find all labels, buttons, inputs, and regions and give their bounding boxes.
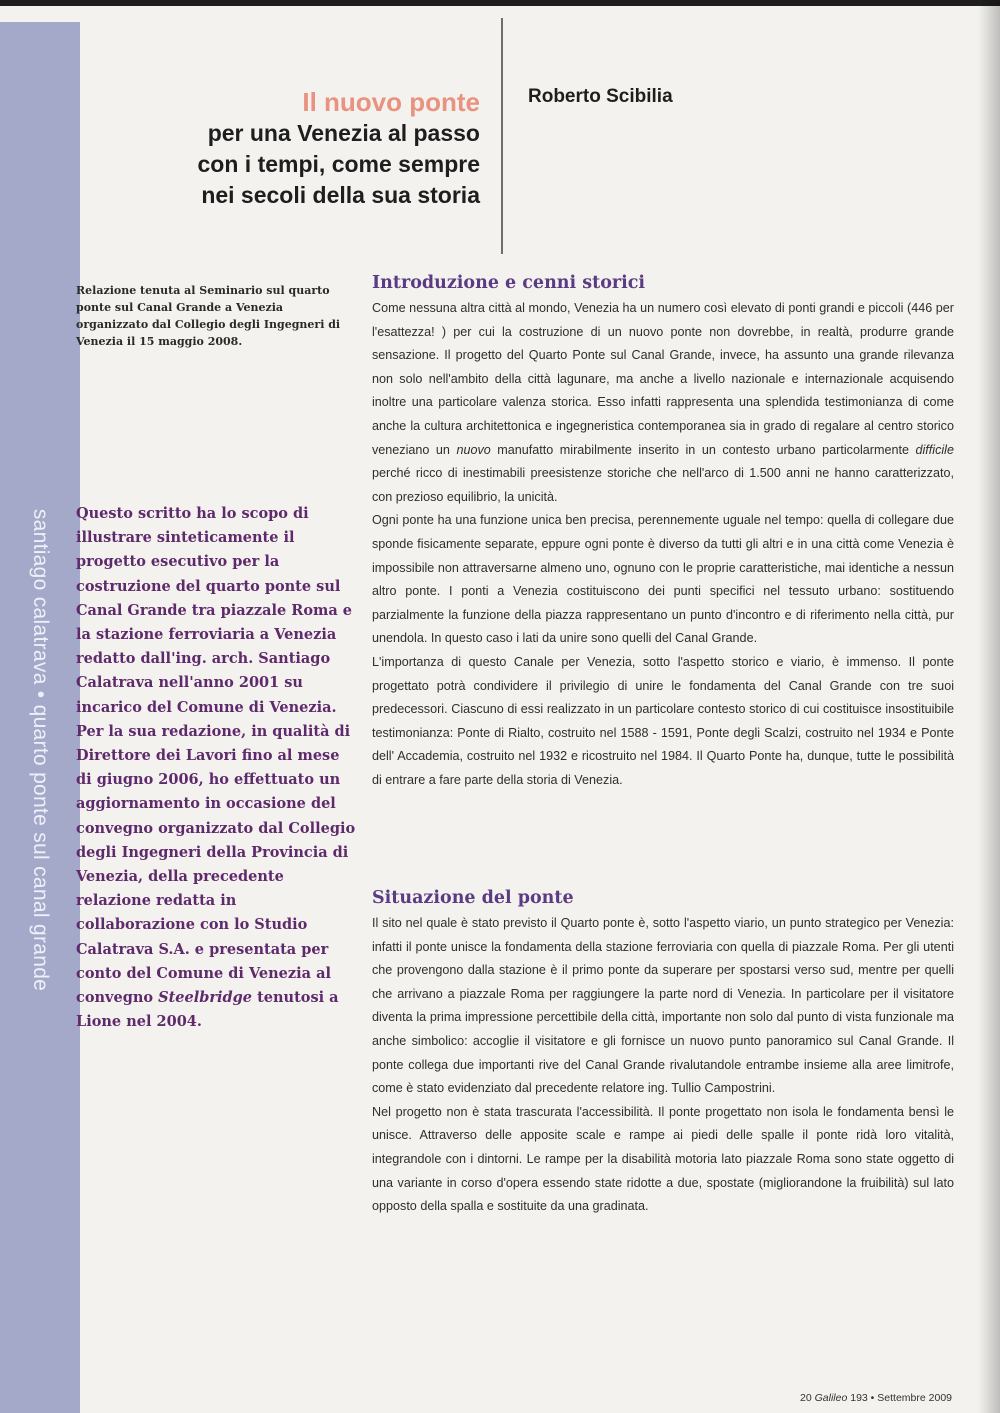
title-main: Il nuovo ponte [302, 87, 480, 117]
paragraph-text: perché ricco di inestimabili preesistenze storiche che nell'arco di 1.500 anni ne hanno caratterizzato, con prezioso equilibrio, la unicità. [372, 466, 954, 504]
page-footer: 20 Galileo 193 • Settembre 2009 [800, 1392, 952, 1404]
paragraph-text: Come nessuna altra città al mondo, Venezia ha un numero così elevato di ponti grandi e piccoli (446 per l'esattezza! ) per cui la costruzione di un nuovo ponte non dovrebbe, in realtà, produrre grande sensazione. Il progetto del Quarto Ponte sul Canal Grande, invece, ha assunto una grande rilevanza non solo nell'ambito della città lagunare, ma anche a livello nazionale e internazionale acquisendo inoltre una particolare valenza storica. Esso infatti rappresenta una splendida testimonianza di come anche la cultura architettonica e ingegneristica contemporanea sia in grado di regalare al centro storico veneziano un [372, 301, 954, 457]
intro-note: Relazione tenuta al Seminario sul quarto ponte sul Canal Grande a Venezia organizzato dal Collegio degli Ingegneri di Venezia il 15 maggio 2008. [76, 284, 341, 348]
page-binding-shadow [978, 0, 1000, 1413]
paragraph-italic: nuovo [456, 442, 491, 457]
sidebar-vertical-text: santiago calatrava • quarto ponte sul canal grande [29, 508, 52, 992]
paragraph: Il sito nel quale è stato previsto il Quarto ponte è, sotto l'aspetto viario, un punto strategico per Venezia: infatti il ponte unisce la fondamenta della stazione ferroviaria con quella di piazzale Roma. Per gli utenti che provengono dalla stazione è il primo ponte da superare per spostarsi verso sud, mentre per quelli che arrivano a piazzale Roma per raggiungere la parte nord di Venezia. In particolare per il visitatore diventa la prima impressione percettibile della città, importante non solo dal punto di vista funzionale ma anche simbolico: accoglie il visitatore e gli fornisce un nuovo punto panoramico sul Canal Grande. Il ponte collega due importanti rive del Canal Grande rivalutandole entrambe insieme alla aree limitrofe, come è stato evidenziato dal precedente relatore ing. Tullio Campostrini. [372, 916, 954, 1096]
abstract-text-end: tenutosi a Lione nel 2004. [76, 989, 339, 1031]
paragraph-text: manufatto mirabilmente inserito in un contesto urbano particolarmente [490, 442, 916, 457]
paragraph: Nel progetto non è stata trascurata l'accessibilità. Il ponte progettato non isola le fondamenta bensì le unisce. Attraverso delle apposite scale e rampe ai piedi delle spalle il ponte ridà loro vitalità, integrandole con i dintorni. Le rampe per la disabilità motoria lato piazzale Roma sono state oggetto di una variante in corso d'opera essendo state ridotte a due, spostate (migliorandone la fruibilità) sul lato opposto della spalla e sostituite da una gradinata. [372, 1104, 954, 1214]
title-subtitle [120, 118, 480, 211]
section-situazione [372, 886, 954, 1219]
article-title [120, 86, 480, 211]
section-heading: Situazione del ponte [372, 888, 574, 908]
abstract [76, 502, 358, 1034]
author-name: Roberto Scibilia [528, 86, 673, 107]
page-number: 20 [800, 1392, 812, 1404]
issue-date: Settembre 2009 [877, 1392, 952, 1404]
paragraph [372, 297, 954, 509]
paragraph-italic: difficile [915, 442, 954, 457]
page-top-edge [0, 0, 1000, 6]
paragraph: Ogni ponte ha una funzione unica ben precisa, perennemente uguale nel tempo: quella di collegare due sponde fisicamente separate, eppure ogni ponte è diverso da tutti gli altri e in una città come Venezia è impossibile non attraversarne almeno uno, ognuno con le proprie caratteristiche, mai identiche a nessun altro ponte. I ponti a Venezia costituiscono dei punti specifici nel tessuto urbano: sostituendo parzialmente la funzione della piazza rappresentano un punto d'incontro e di riferimento nella città, pur unendola. In questo caso i lati da unire sono quelli del Canal Grande. [372, 513, 954, 646]
section-introduzione [372, 271, 954, 792]
sidebar-band [0, 22, 80, 1413]
section-heading: Introduzione e cenni storici [372, 273, 646, 293]
abstract-italic: Steelbridge [158, 989, 253, 1007]
subtitle-line: nei secoli della sua storia [201, 182, 480, 208]
title-divider [501, 18, 503, 254]
subtitle-line: per una Venezia al passo [207, 120, 480, 146]
subtitle-line: con i tempi, come sempre [197, 151, 480, 177]
magazine-name: Galileo [814, 1392, 848, 1404]
issue-number: 193 [850, 1392, 868, 1404]
paragraph: L'importanza di questo Canale per Venezia, sotto l'aspetto storico e viario, è immenso. Il ponte progettato potrà condividere il privilegio di unire le fondamenta del Canal Grande con tre suoi predecessori. Ciascuno di essi realizzato in un particolare contesto storico di cui costituisce insostituibile testimonianza: Ponte di Rialto, costruito nel 1588 - 1591, Ponte degli Scalzi, costruito nel 1934 e Ponte dell' Accademia, costruito nel 1932 e ricostruito nel 1984. Il Quarto Ponte ha, dunque, tutte le possibilità di entrare a fare parte della storia di Venezia. [372, 654, 954, 787]
abstract-text: Questo scritto ha lo scopo di illustrare sinteticamente il progetto esecutivo per la costruzione del quarto ponte sul Canal Grande tra piazzale Roma e la stazione ferroviaria a Venezia redatto dall'ing. arch. Santiago Calatrava nell'anno 2001 su incarico del Comune di Venezia. Per la sua redazione, in qualità di Direttore dei Lavori fino al mese di giugno 2006, ho effettuato un aggiornamento in occasione del convegno organizzato dal Collegio degli Ingegneri della Provincia di Venezia, della precedente relazione redatta in collaborazione con lo Studio Calatrava S.A. e presentata per conto del Comune di Venezia al convegno [76, 505, 356, 1007]
